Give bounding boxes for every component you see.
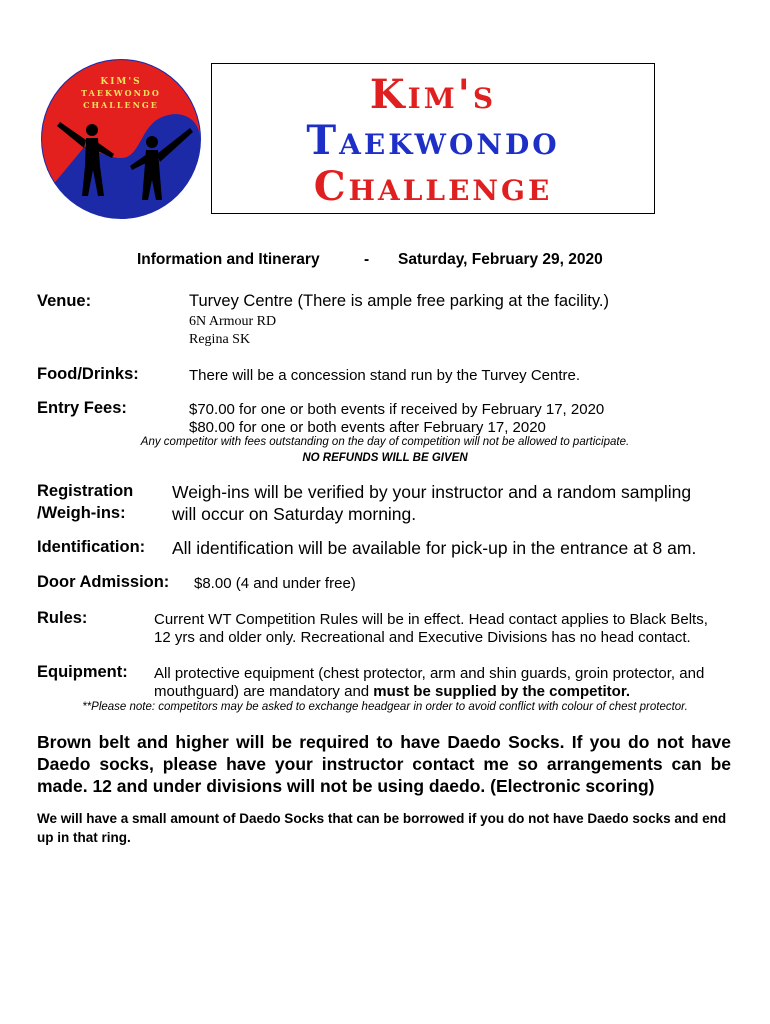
title-box [211, 63, 655, 214]
identification-text: All identification will be available for pick-up in the entrance at 8 am. [172, 538, 697, 558]
food-label: Food/Drinks: [37, 365, 139, 383]
door-label: Door Admission: [37, 573, 170, 591]
rules-line-1: Current WT Competition Rules will be in effect. Head contact applies to Black Belts, [154, 611, 708, 628]
no-refunds: NO REFUNDS WILL BE GIVEN [302, 452, 468, 464]
registration-label-2: /Weigh-ins: [37, 504, 126, 522]
header-info: Information and Itinerary [137, 251, 320, 268]
identification-label: Identification: [37, 538, 146, 556]
venue-name: Turvey Centre (There is ample free parking at the facility.) [189, 292, 609, 310]
equipment-line-2-bold: must be supplied by the competitor. [373, 683, 630, 700]
equipment-line-2-text: mouthguard) are mandatory and [154, 683, 374, 700]
fees-note: Any competitor with fees outstanding on the day of competition will not be allowed to participate. [140, 436, 630, 448]
door-text: $8.00 (4 and under free) [194, 575, 356, 592]
daedo-paragraph: Brown belt and higher will be required to have Daedo Socks. If you do not have Daedo socks, please have your instructor contact me so arrangements can be made. 12 and under divisions will not be using daedo. (Electronic scoring) [37, 732, 731, 796]
rules-line-2: 12 yrs and older only. Recreational and Executive Divisions has no head contact. [154, 629, 691, 646]
title-line-3: Challenge [313, 163, 553, 210]
rules-label: Rules: [37, 609, 88, 627]
taekwondo-logo [40, 58, 202, 220]
equipment-line-1: All protective equipment (chest protector, arm and shin guards, groin protector, and [154, 665, 705, 682]
registration-label-1: Registration [37, 482, 134, 500]
equipment-line-2 [154, 683, 630, 700]
fees-line-2: $80.00 for one or both events after February 17, 2020 [189, 419, 546, 436]
logo-text-1: KIM'S [100, 77, 142, 87]
venue-address-1: 6N Armour RD [189, 314, 277, 329]
header-date: Saturday, February 29, 2020 [398, 251, 603, 268]
borrow-paragraph: We will have a small amount of Daedo Socks that can be borrowed if you do not have Daedo socks and end up in that ring. [37, 811, 727, 845]
registration-line-1: Weigh-ins will be verified by your instructor and a random sampling [172, 482, 692, 502]
equipment-label: Equipment: [37, 663, 128, 681]
fees-line-1: $70.00 for one or both events if received by February 17, 2020 [189, 401, 605, 418]
logo-text-3: CHALLENGE [83, 100, 159, 110]
logo-text-2: TAEKWONDO [81, 88, 161, 98]
header-separator: - [364, 251, 370, 268]
registration-line-2: will occur on Saturday morning. [172, 504, 417, 524]
equipment-note: **Please note: competitors may be asked to exchange headgear in order to avoid conflict with colour of chest protector. [82, 701, 688, 713]
food-text: There will be a concession stand run by the Turvey Centre. [189, 367, 581, 384]
fees-label: Entry Fees: [37, 399, 127, 417]
venue-label: Venue: [37, 292, 92, 310]
title-line-1: Kim's [369, 71, 497, 118]
title-line-2: Taekwondo [306, 117, 560, 164]
venue-address-2: Regina SK [189, 332, 251, 347]
